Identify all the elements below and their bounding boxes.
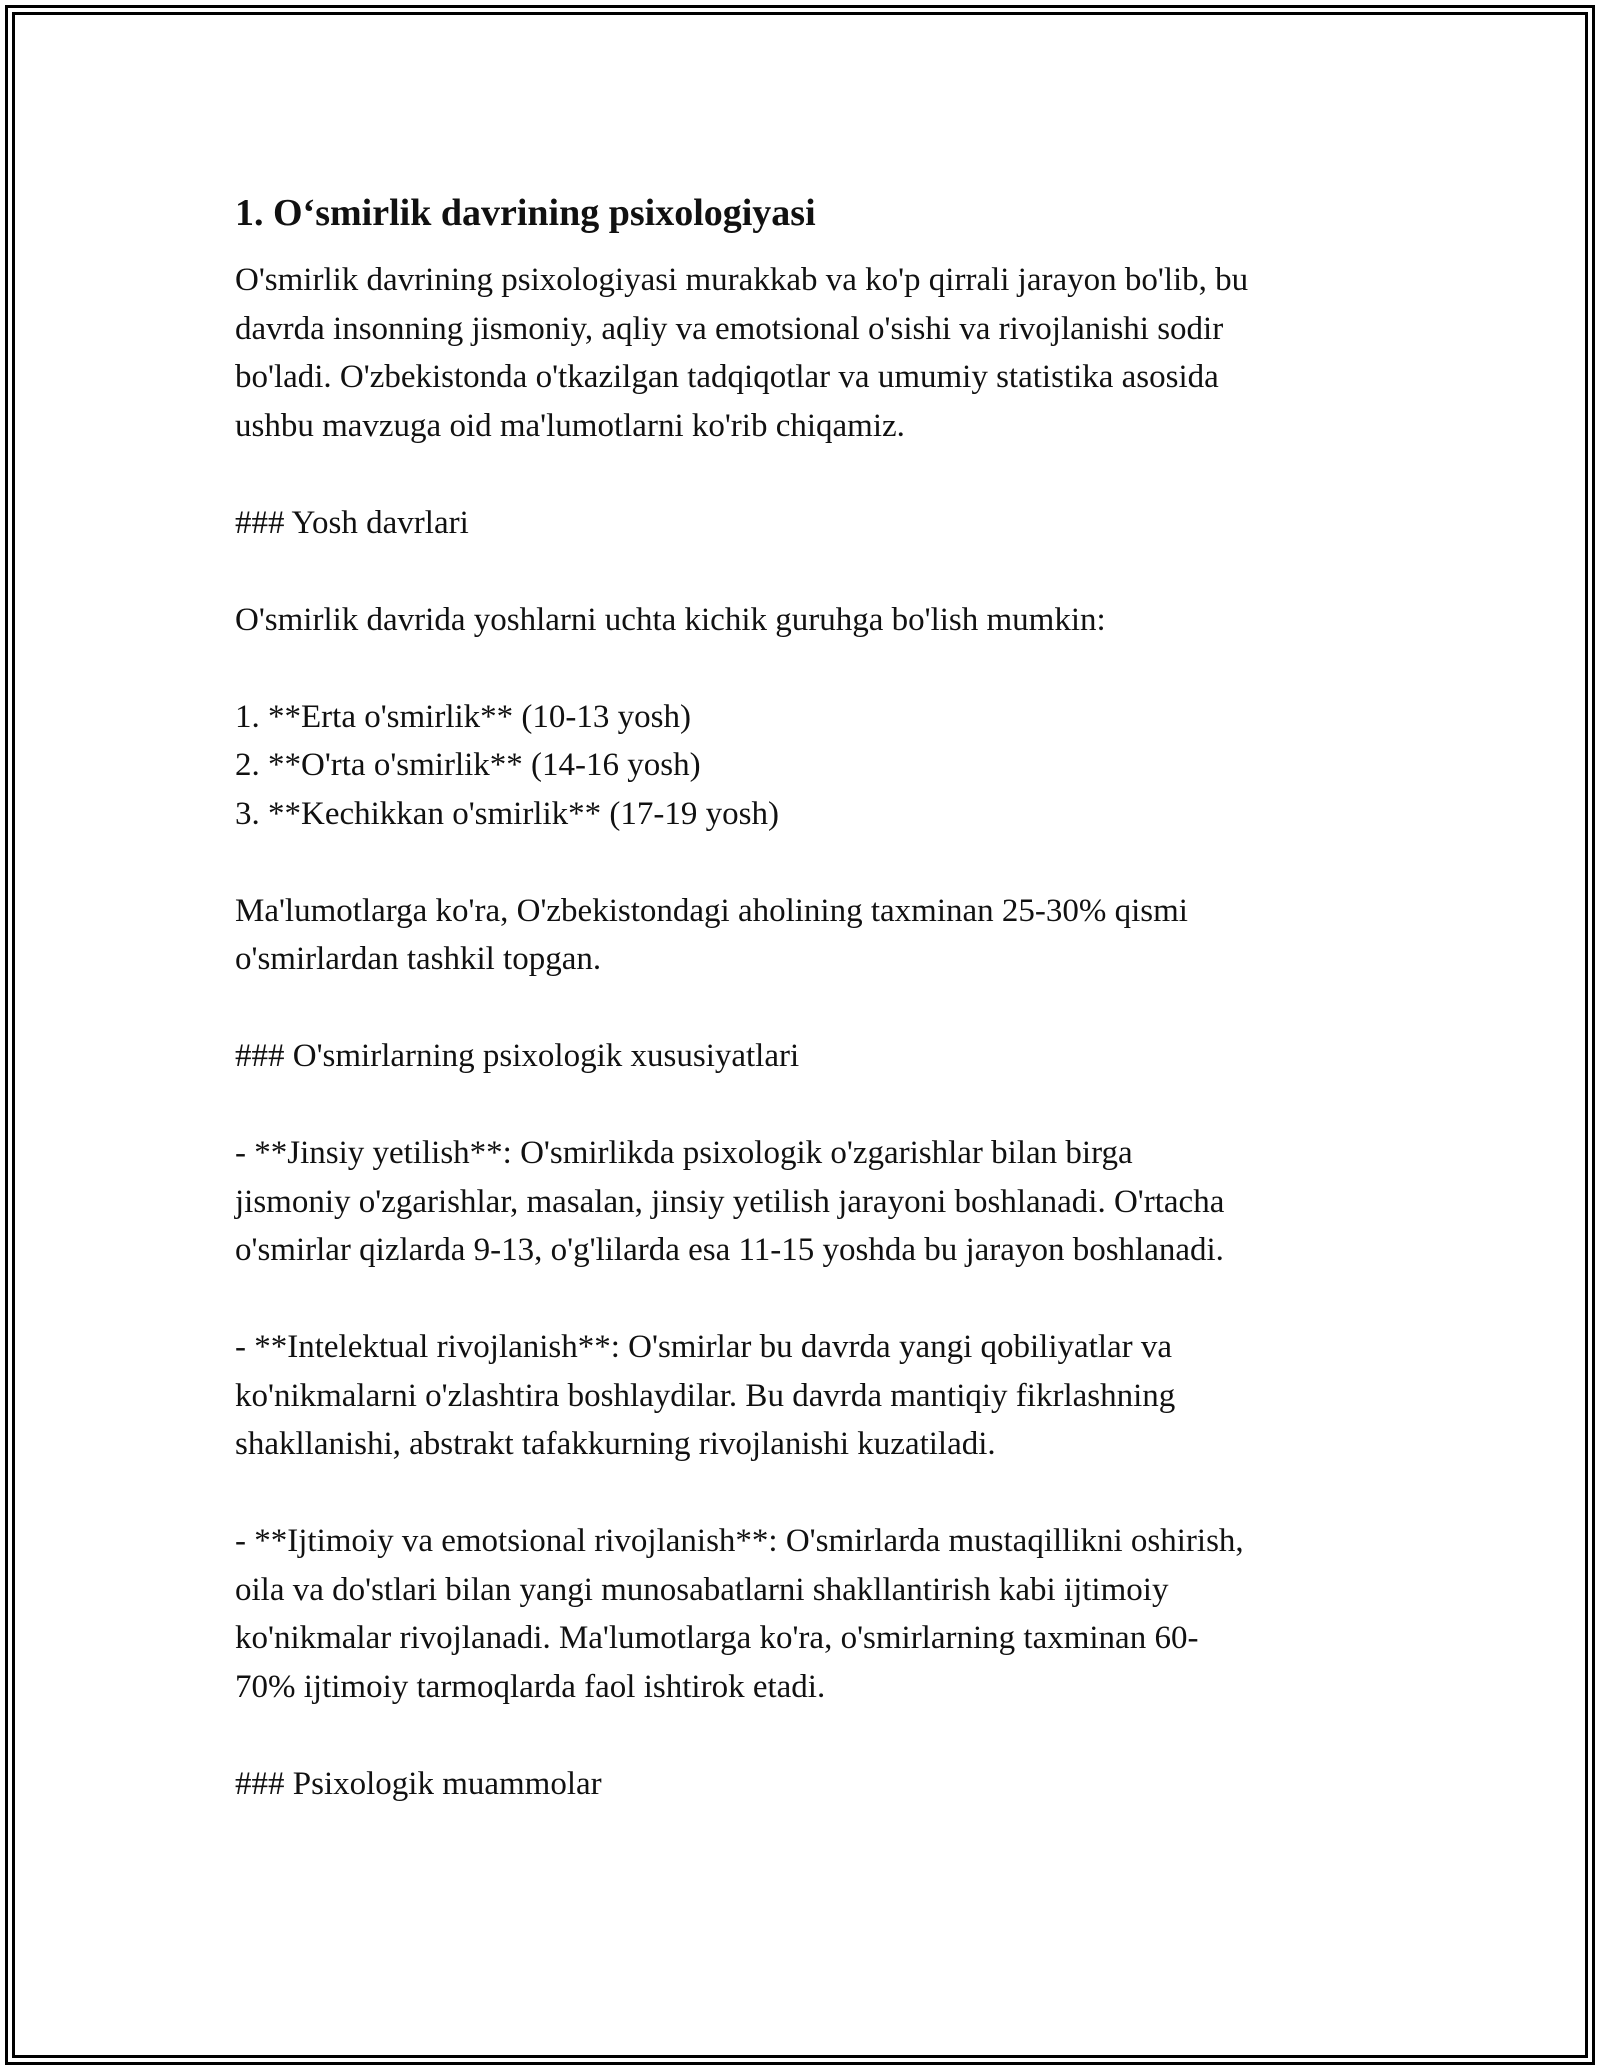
text-line: - **Ijtimoiy va emotsional rivojlanish**: O'smirlarda mustaqillikni oshirish,	[235, 1523, 1244, 1559]
age-periods-intro: O'smirlik davrida yoshlarni uchta kichik guruhga bo'lish mumkin:	[235, 601, 1106, 638]
text-line: O'smirlik davrining psixologiyasi murakkab va ko'p qirrali jarayon bo'lib, bu	[235, 262, 1249, 298]
document-title: 1. O‘smirlik davrining psixologiyasi	[235, 192, 816, 234]
text-line: o'smirlardan tashkil topgan.	[235, 941, 602, 977]
trait-item-social-emotional	[235, 1517, 1385, 1711]
text-line: o'smirlar qizlarda 9-13, o'g'lilarda esa 11-15 yoshda bu jarayon boshlanadi.	[235, 1232, 1224, 1268]
text-line: shakllanishi, abstrakt tafakkurning rivojlanishi kuzatiladi.	[235, 1426, 996, 1462]
trait-item-puberty	[235, 1129, 1385, 1275]
trait-item-intellectual	[235, 1323, 1385, 1469]
text-line: bo'ladi. O'zbekistonda o'tkazilgan tadqiqotlar va umumiy statistika asosida	[235, 359, 1219, 395]
text-line: oila va do'stlari bilan yangi munosabatlarni shakllantirish kabi ijtimoiy	[235, 1571, 1169, 1608]
document-body	[235, 188, 1385, 1857]
text-line: 70% ijtimoiy tarmoqlarda faol ishtirok etadi.	[235, 1668, 826, 1705]
intro-paragraph	[235, 256, 1385, 450]
text-line: - **Jinsiy yetilish**: O'smirlikda psixologik o'zgarishlar bilan birga	[235, 1135, 1133, 1171]
text-line: jismoniy o'zgarishlar, masalan, jinsiy yetilish jarayoni boshlanadi. O'rtacha	[235, 1183, 1225, 1220]
text-line: ko'nikmalar rivojlanadi. Ma'lumotlarga ko'ra, o'smirlarning taxminan 60-	[235, 1620, 1199, 1656]
text-line: Ma'lumotlarga ko'ra, O'zbekistondagi aholining taxminan 25-30% qismi	[235, 892, 1188, 929]
text-line: - **Intelektual rivojlanish**: O'smirlar bu davrda yangi qobiliyatlar va	[235, 1329, 1173, 1365]
section-heading-problems: ### Psixologik muammolar	[235, 1765, 602, 1802]
section-heading-traits: ### O'smirlarning psixologik xususiyatlari	[235, 1038, 800, 1074]
text-line: ko'nikmalarni o'zlashtira boshlaydilar. Bu davrda mantiqiy fikrlashning	[235, 1377, 1176, 1414]
text-line: davrda insonning jismoniy, aqliy va emotsional o'sishi va rivojlanishi sodir	[235, 310, 1224, 347]
age-periods-list	[235, 693, 1385, 839]
section-heading-age-periods: ### Yosh davrlari	[235, 504, 469, 541]
list-item: 3. **Kechikkan o'smirlik** (17-19 yosh)	[235, 795, 779, 832]
age-periods-note	[235, 887, 1385, 984]
list-item: 2. **O'rta o'smirlik** (14-16 yosh)	[235, 747, 701, 783]
list-item: 1. **Erta o'smirlik** (10-13 yosh)	[235, 698, 691, 735]
text-line: ushbu mavzuga oid ma'lumotlarni ko'rib chiqamiz.	[235, 407, 905, 444]
